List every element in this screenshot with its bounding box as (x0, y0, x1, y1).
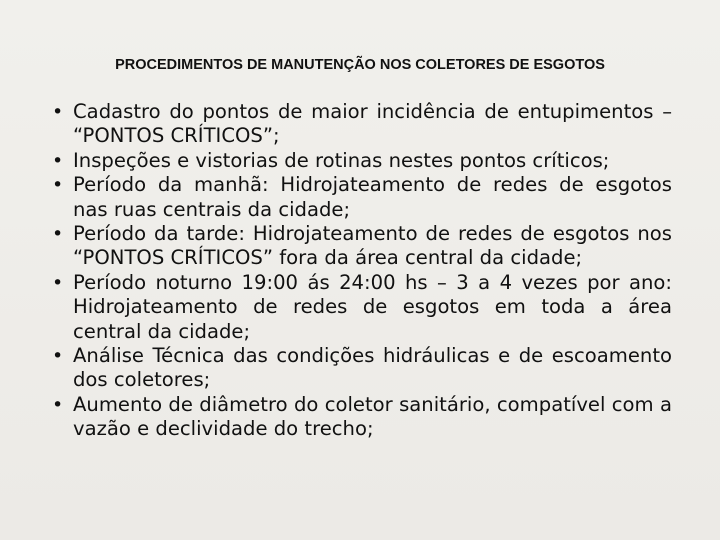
slide-title: PROCEDIMENTOS DE MANUTENÇÃO NOS COLETORES DE ESGOTOS (115, 57, 605, 73)
bullet-icon: • (52, 149, 64, 172)
list-item (52, 271, 672, 344)
bullet-icon: • (52, 345, 64, 368)
list-item-text: Cadastro do pontos de maior incidência de entupimentos – “PONTOS CRÍTICOS”; (73, 100, 672, 148)
list-item-text: Período noturno 19:00 ás 24:00 hs – 3 a 4 vezes por ano: Hidrojateamento de redes de esgotos em toda a área central da cidade; (73, 270, 672, 343)
list-item-text: Aumento de diâmetro do coletor sanitário, compatível com a vazão e declividade do trecho; (73, 392, 672, 441)
list-item (52, 393, 672, 442)
list-item (52, 222, 672, 271)
list-item-text: Análise Técnica das condições hidráulicas e de escoamento dos coletores; (73, 344, 672, 392)
list-item-text: Inspeções e vistorias de rotinas nestes pontos críticos; (73, 148, 610, 172)
list-item-text: Período da tarde: Hidrojateamento de redes de esgotos nos “PONTOS CRÍTICOS” fora da área central da cidade; (73, 222, 672, 270)
list-item (52, 149, 672, 173)
list-item (52, 100, 672, 149)
bullet-icon: • (52, 393, 64, 416)
list-item (52, 344, 672, 393)
list-item (52, 173, 672, 222)
bullet-icon: • (52, 101, 64, 123)
bullet-icon: • (52, 223, 64, 246)
bullet-icon: • (52, 271, 64, 294)
bullet-icon: • (52, 174, 64, 197)
list-item-text: Período da manhã: Hidrojateamento de redes de esgotos nas ruas centrais da cidade; (73, 173, 672, 221)
bullet-list (52, 100, 672, 442)
